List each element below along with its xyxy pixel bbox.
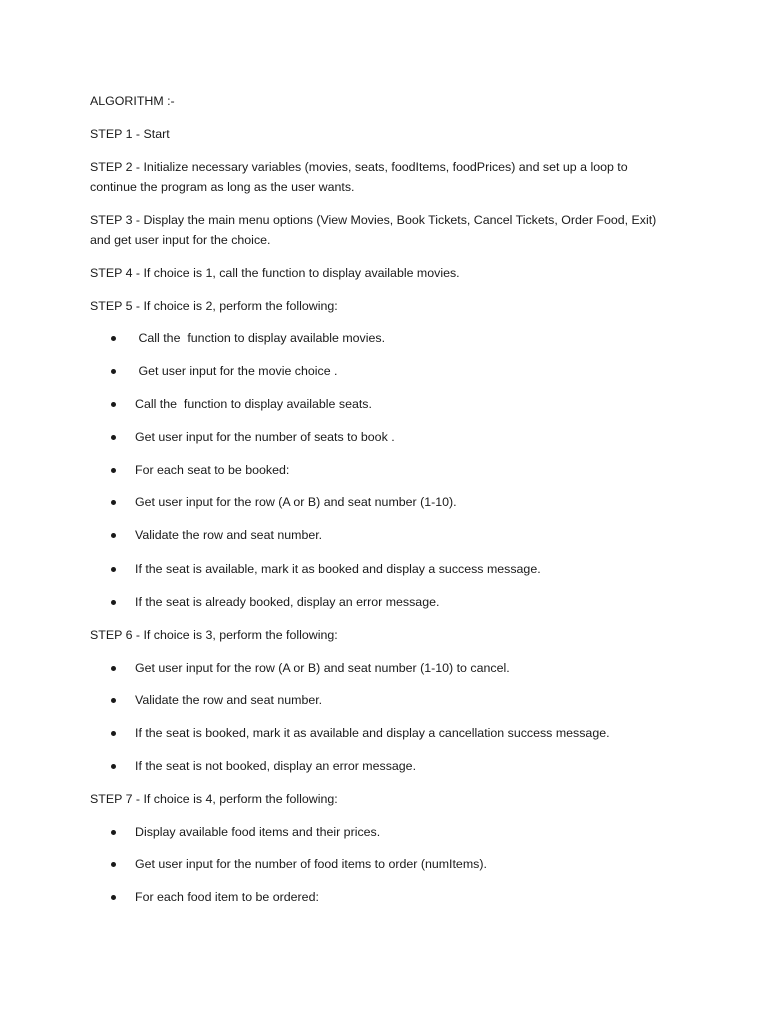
list-item-text: Get user input for the movie choice .	[135, 364, 338, 378]
step-3-line-2: and get user input for the choice.	[90, 233, 271, 247]
list-item-text: Validate the row and seat number.	[135, 693, 323, 707]
step-4: STEP 4 - If choice is 1, call the function to display available movies.	[90, 266, 460, 280]
list-item-text: Display available food items and their prices.	[135, 825, 381, 839]
step-7: STEP 7 - If choice is 4, perform the following:	[90, 792, 338, 806]
list-item-text: If the seat is not booked, display an error message.	[135, 759, 417, 773]
list-item-text: Get user input for the row (A or B) and seat number (1-10) to cancel.	[135, 661, 510, 675]
step-2-line-2: continue the program as long as the user wants.	[90, 180, 355, 194]
list-item-text: Call the function to display available movies.	[135, 331, 386, 345]
list-item-text: For each food item to be ordered:	[135, 890, 319, 904]
list-item-text: Get user input for the number of food items to order (numItems).	[135, 857, 487, 871]
step-5: STEP 5 - If choice is 2, perform the following:	[90, 299, 338, 313]
list-item-text: If the seat is already booked, display an error message.	[135, 595, 440, 609]
list-item-text: Get user input for the number of seats to book .	[135, 430, 395, 444]
list-item-text: Get user input for the row (A or B) and seat number (1-10).	[135, 495, 457, 509]
step-2-line-1: STEP 2 - Initialize necessary variables (movies, seats, foodItems, foodPrices) and set up a loop to	[90, 160, 628, 174]
step-1: STEP 1 - Start	[90, 127, 170, 141]
algorithm-heading: ALGORITHM :-	[90, 94, 175, 108]
list-item-text: If the seat is booked, mark it as available and display a cancellation success message.	[135, 726, 610, 740]
list-item-text: Call the function to display available seats.	[135, 397, 372, 411]
list-item-text: Validate the row and seat number.	[135, 528, 323, 542]
list-item-text: For each seat to be booked:	[135, 463, 290, 477]
list-item-text: If the seat is available, mark it as booked and display a success message.	[135, 562, 541, 576]
step-6: STEP 6 - If choice is 3, perform the following:	[90, 628, 338, 642]
step-3-line-1: STEP 3 - Display the main menu options (View Movies, Book Tickets, Cancel Tickets, Order Food, Exit)	[90, 213, 657, 227]
